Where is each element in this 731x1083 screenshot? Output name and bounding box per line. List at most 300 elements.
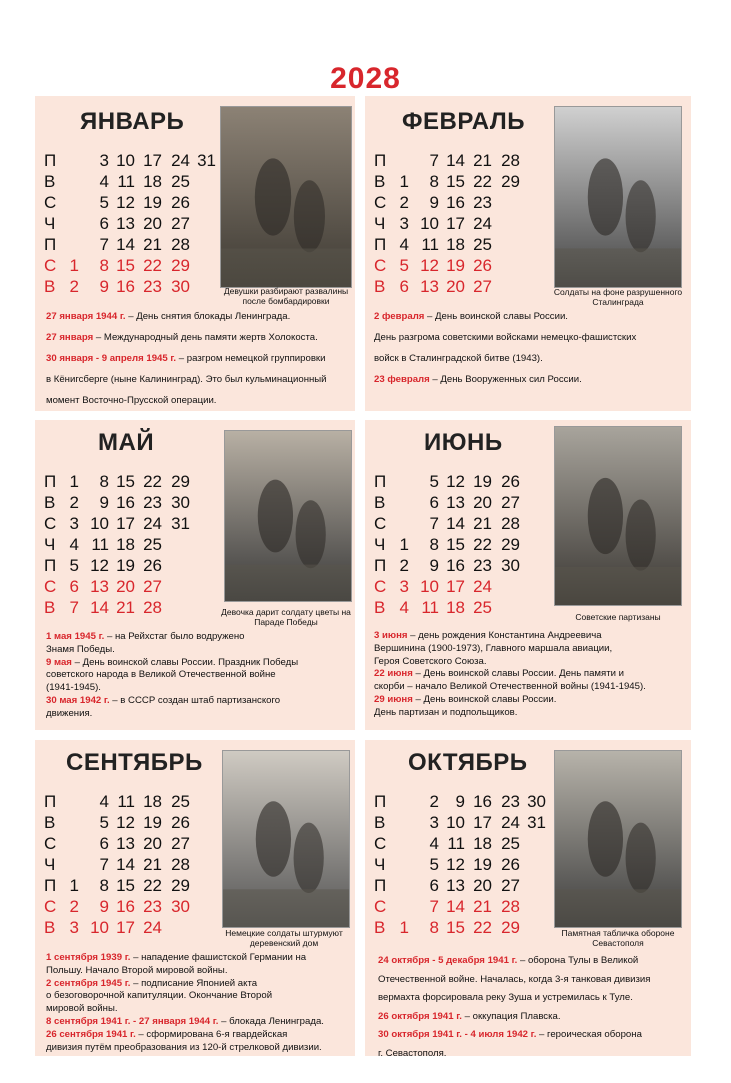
day-number: 2 <box>69 277 79 296</box>
note-date: 26 сентября 1941 г. <box>46 1028 136 1040</box>
day-number: 14 <box>446 897 465 916</box>
day-number: 10 <box>90 918 109 937</box>
week-row <box>44 812 224 833</box>
day-number: 16 <box>446 193 465 212</box>
day-number: 15 <box>446 535 465 554</box>
week-row <box>374 875 554 896</box>
day-number: 19 <box>473 855 492 874</box>
day-number: 27 <box>171 214 190 233</box>
note-date: 23 февраля <box>374 374 430 385</box>
day-letter: Ч <box>44 855 56 874</box>
holiday-notes <box>46 631 351 721</box>
photo-caption: Солдаты на фоне разрушенного Сталинграда <box>553 287 683 307</box>
note-text: – подписание Японией акта <box>130 977 258 989</box>
day-number: 3 <box>69 918 79 937</box>
week-row <box>374 917 554 938</box>
note-text: – разгром немецкой группировки <box>176 353 326 364</box>
photo-caption: Девушки разбирают развалины после бомбардировки <box>223 286 349 306</box>
note-line <box>374 707 684 720</box>
day-number: 10 <box>116 151 135 170</box>
day-letter: В <box>44 172 56 191</box>
week-row <box>44 875 224 896</box>
day-number: 12 <box>446 855 465 874</box>
note-text: г. Севастополя. <box>378 1047 447 1059</box>
note-line <box>374 327 684 348</box>
week-row <box>374 471 554 492</box>
day-number: 29 <box>171 256 190 275</box>
day-number: 24 <box>473 577 492 596</box>
day-number: 20 <box>143 834 162 853</box>
day-number: 22 <box>473 535 492 554</box>
day-number: 3 <box>69 514 79 533</box>
day-number: 9 <box>429 556 439 575</box>
day-number: 3 <box>399 577 409 596</box>
note-line <box>374 630 684 643</box>
day-number: 23 <box>143 277 162 296</box>
day-letter: С <box>374 897 387 916</box>
note-date: 29 июня <box>374 693 413 705</box>
holiday-notes <box>46 306 351 411</box>
day-number: 18 <box>143 172 162 191</box>
note-date: 22 июня <box>374 668 413 680</box>
day-letter: В <box>44 813 56 832</box>
day-letter: П <box>374 472 387 491</box>
day-number: 11 <box>117 172 135 191</box>
day-number: 4 <box>69 535 79 554</box>
note-text: Вершинина (1900-1973), Главного маршала авиации, <box>374 642 613 654</box>
day-number: 2 <box>69 493 79 512</box>
day-number: 23 <box>473 193 492 212</box>
day-number: 14 <box>446 151 465 170</box>
note-line <box>374 681 684 694</box>
day-number: 15 <box>116 876 135 895</box>
note-date: 26 октября 1941 г. <box>378 1010 462 1022</box>
day-number: 10 <box>90 514 109 533</box>
day-number: 5 <box>429 472 439 491</box>
note-text: – на Рейхстаг было водружено <box>104 631 245 642</box>
day-number: 1 <box>399 172 409 191</box>
week-row <box>44 513 224 534</box>
day-number: 13 <box>420 277 439 296</box>
note-text: Отечественной войне. Началась, когда 3-я танковая дивизия <box>378 973 651 985</box>
note-date: 30 мая 1942 г. <box>46 694 110 706</box>
day-number: 13 <box>116 214 135 233</box>
day-number: 8 <box>429 535 439 554</box>
week-row <box>374 833 554 854</box>
day-number: 29 <box>501 172 520 191</box>
day-number: 2 <box>399 193 409 212</box>
day-letter: С <box>44 256 57 275</box>
note-text: – День воинской славы России. Праздник Победы <box>71 656 299 668</box>
day-number: 20 <box>473 876 492 895</box>
day-number: 12 <box>446 472 465 491</box>
day-number: 14 <box>446 514 465 533</box>
day-number: 16 <box>116 277 135 296</box>
day-number: 16 <box>473 792 492 811</box>
note-text: – день рождения Константина Андреевича <box>407 630 602 641</box>
note-line <box>46 708 351 721</box>
day-number: 21 <box>473 151 492 170</box>
historical-photo <box>222 750 350 928</box>
week-row <box>374 576 554 597</box>
note-line <box>46 644 351 657</box>
note-text: – День воинской славы России. <box>424 311 568 322</box>
day-number: 18 <box>473 834 492 853</box>
note-line <box>46 1003 351 1016</box>
day-number: 25 <box>143 535 162 554</box>
month-title: СЕНТЯБРЬ <box>66 749 203 776</box>
week-row <box>44 833 224 854</box>
note-text: – в СССР создан штаб партизанского <box>109 694 281 706</box>
week-row <box>44 597 224 618</box>
note-date: 30 октября 1941 г. - 4 июля 1942 г. <box>378 1029 537 1040</box>
note-date: 9 мая <box>46 656 72 668</box>
note-date: 27 января 1944 г. <box>46 311 126 322</box>
day-letter: П <box>44 472 57 491</box>
week-row <box>374 150 554 171</box>
week-row <box>44 896 224 917</box>
week-row <box>44 276 224 297</box>
week-row <box>44 150 224 171</box>
day-number: 3 <box>429 813 439 832</box>
day-number: 17 <box>473 813 492 832</box>
day-number: 8 <box>429 172 439 191</box>
day-number: 29 <box>171 876 190 895</box>
day-number: 30 <box>171 493 190 512</box>
day-number: 2 <box>429 792 439 811</box>
note-line <box>46 1029 351 1042</box>
day-number: 29 <box>501 535 520 554</box>
day-number: 19 <box>143 193 162 212</box>
day-number: 20 <box>143 214 162 233</box>
day-number: 6 <box>99 834 109 853</box>
note-date: 30 января - 9 апреля 1945 г. <box>46 353 177 364</box>
month-title: ФЕВРАЛЬ <box>402 108 525 135</box>
day-number: 13 <box>446 876 465 895</box>
note-date: 3 июня <box>374 630 408 641</box>
note-line <box>46 978 351 991</box>
day-number: 25 <box>473 235 492 254</box>
day-letter: В <box>374 493 386 512</box>
day-letter: С <box>374 256 387 275</box>
day-number: 27 <box>143 577 162 596</box>
day-number: 4 <box>399 598 409 617</box>
historical-photo <box>220 106 352 288</box>
note-text: – нападение фашистской Германии на <box>130 952 307 963</box>
day-number: 6 <box>429 876 439 895</box>
note-line <box>374 348 684 369</box>
day-number: 5 <box>69 556 79 575</box>
day-number: 21 <box>143 235 162 254</box>
note-line <box>46 1042 351 1055</box>
day-number: 19 <box>446 256 465 275</box>
note-date: 1 сентября 1939 г. <box>46 952 131 963</box>
holiday-notes <box>46 952 351 1054</box>
day-number: 16 <box>116 493 135 512</box>
day-number: 3 <box>399 214 409 233</box>
day-letter: С <box>44 834 57 853</box>
day-number: 4 <box>429 834 439 853</box>
day-letter: С <box>44 514 57 533</box>
day-number: 28 <box>143 598 162 617</box>
day-number: 17 <box>446 577 465 596</box>
week-row <box>374 555 554 576</box>
day-number: 10 <box>446 813 465 832</box>
day-number: 21 <box>473 897 492 916</box>
note-text: Героя Советского Союза. <box>374 655 487 667</box>
day-number: 26 <box>501 472 520 491</box>
month-grid <box>44 471 224 618</box>
day-number: 17 <box>116 918 135 937</box>
note-line <box>46 1016 351 1029</box>
day-number: 13 <box>116 834 135 853</box>
day-number: 15 <box>446 918 465 937</box>
day-number: 16 <box>446 556 465 575</box>
note-line <box>378 1026 688 1045</box>
day-number: 24 <box>473 214 492 233</box>
day-number: 2 <box>399 556 409 575</box>
day-letter: Ч <box>374 535 386 554</box>
note-date: 24 октября - 5 декабря 1941 г. <box>378 955 518 966</box>
day-number: 9 <box>99 493 109 512</box>
day-number: 26 <box>473 256 492 275</box>
day-number: 28 <box>171 855 190 874</box>
day-number: 11 <box>447 834 465 853</box>
day-number: 15 <box>116 256 135 275</box>
day-number: 2 <box>69 897 79 916</box>
day-number: 20 <box>446 277 465 296</box>
day-number: 28 <box>501 897 520 916</box>
day-number: 4 <box>399 235 409 254</box>
day-number: 30 <box>527 792 546 811</box>
day-letter: П <box>374 151 387 170</box>
day-number: 17 <box>116 514 135 533</box>
day-number: 28 <box>171 235 190 254</box>
historical-photo <box>224 430 352 602</box>
day-number: 27 <box>473 277 492 296</box>
note-text: Польшу. Начало Второй мировой войны. <box>46 964 228 976</box>
day-number: 19 <box>143 813 162 832</box>
note-line <box>46 369 351 390</box>
note-text: движения. <box>46 707 93 719</box>
note-line <box>378 1008 688 1027</box>
note-line <box>374 694 684 707</box>
week-row <box>374 213 554 234</box>
note-text: момент Восточно-Прусской операции. <box>46 395 217 406</box>
day-number: 31 <box>197 151 216 170</box>
day-number: 6 <box>99 214 109 233</box>
day-number: 5 <box>99 813 109 832</box>
day-number: 29 <box>501 918 520 937</box>
day-number: 18 <box>446 598 465 617</box>
day-letter: В <box>374 172 386 191</box>
day-number: 25 <box>473 598 492 617</box>
day-number: 24 <box>143 514 162 533</box>
day-number: 26 <box>171 193 190 212</box>
month-title: МАЙ <box>98 429 155 456</box>
note-text: в Кёнигсберге (ныне Калининград). Это был кульминационный <box>46 374 327 385</box>
day-number: 30 <box>501 556 520 575</box>
month-title: ЯНВАРЬ <box>80 108 185 135</box>
day-number: 10 <box>420 577 439 596</box>
day-number: 1 <box>399 535 409 554</box>
day-number: 28 <box>501 514 520 533</box>
day-letter: П <box>44 235 57 254</box>
day-number: 31 <box>171 514 190 533</box>
week-row <box>44 234 224 255</box>
day-letter: П <box>44 876 57 895</box>
note-text: – блокада Ленинграда. <box>218 1015 324 1027</box>
note-text: День разгрома советскими войсками немецко-фашистских <box>374 332 637 343</box>
day-number: 24 <box>501 813 520 832</box>
week-row <box>44 555 224 576</box>
note-line <box>46 657 351 670</box>
week-row <box>44 917 224 938</box>
day-number: 16 <box>116 897 135 916</box>
day-number: 4 <box>99 172 109 191</box>
day-number: 12 <box>90 556 109 575</box>
week-row <box>44 471 224 492</box>
day-number: 12 <box>116 813 135 832</box>
week-row <box>44 854 224 875</box>
note-line <box>46 682 351 695</box>
day-letter: П <box>374 792 387 811</box>
week-row <box>374 276 554 297</box>
month-grid <box>44 791 224 938</box>
day-number: 22 <box>143 876 162 895</box>
day-letter: С <box>374 577 387 596</box>
day-number: 23 <box>143 493 162 512</box>
day-number: 22 <box>473 918 492 937</box>
day-number: 14 <box>90 598 109 617</box>
month-grid <box>374 471 554 618</box>
day-number: 9 <box>99 897 109 916</box>
day-number: 23 <box>473 556 492 575</box>
photo-caption: Девочка дарит солдату цветы на Параде Победы <box>221 607 351 627</box>
week-row <box>374 234 554 255</box>
note-text: – День воинской славы России. День памяти и <box>412 668 624 680</box>
day-number: 8 <box>429 918 439 937</box>
note-date: 27 января <box>46 332 94 343</box>
week-row <box>374 896 554 917</box>
day-number: 3 <box>99 151 109 170</box>
note-line <box>378 1045 688 1064</box>
note-line <box>374 656 684 669</box>
note-line <box>46 348 351 369</box>
week-row <box>44 255 224 276</box>
note-line <box>46 695 351 708</box>
day-number: 5 <box>99 193 109 212</box>
day-number: 24 <box>171 151 190 170</box>
day-number: 5 <box>399 256 409 275</box>
day-letter: В <box>44 493 56 512</box>
month-title: ИЮНЬ <box>424 429 503 456</box>
holiday-notes <box>374 630 684 720</box>
day-number: 18 <box>446 235 465 254</box>
day-number: 1 <box>69 256 79 275</box>
day-number: 30 <box>171 277 190 296</box>
week-row <box>374 171 554 192</box>
day-number: 12 <box>116 193 135 212</box>
note-text: скорби – начало Великой Отечественной войны (1941-1945). <box>374 681 646 693</box>
day-number: 31 <box>527 813 546 832</box>
day-number: 17 <box>446 214 465 233</box>
note-text: – сформирована 6-я гвардейская <box>135 1028 288 1040</box>
day-number: 11 <box>421 235 439 254</box>
week-row <box>44 576 224 597</box>
note-date: 1 мая 1945 г. <box>46 631 105 642</box>
note-line <box>378 952 688 971</box>
day-letter: Ч <box>374 855 386 874</box>
day-number: 22 <box>143 256 162 275</box>
day-number: 15 <box>116 472 135 491</box>
day-letter: В <box>44 598 56 617</box>
month-grid <box>374 150 554 297</box>
day-letter: С <box>44 577 57 596</box>
day-number: 26 <box>501 855 520 874</box>
day-letter: В <box>374 918 386 937</box>
day-letter: Ч <box>44 214 56 233</box>
week-row <box>44 213 224 234</box>
day-number: 22 <box>473 172 492 191</box>
day-number: 24 <box>143 918 162 937</box>
day-number: 7 <box>429 514 439 533</box>
note-text: вермахта форсировала реку Зуша и устремилась к Туле. <box>378 992 633 1003</box>
month-grid <box>374 791 554 938</box>
day-letter: Ч <box>374 214 386 233</box>
day-number: 26 <box>143 556 162 575</box>
note-line <box>46 327 351 348</box>
day-letter: В <box>44 918 56 937</box>
day-number: 11 <box>91 535 109 554</box>
note-text: – Международный день памяти жертв Холокоста. <box>93 332 318 343</box>
note-line <box>46 669 351 682</box>
day-letter: В <box>374 277 386 296</box>
week-row <box>44 171 224 192</box>
day-number: 8 <box>99 256 109 275</box>
week-row <box>44 791 224 812</box>
day-number: 27 <box>501 876 520 895</box>
day-number: 22 <box>143 472 162 491</box>
day-number: 7 <box>429 151 439 170</box>
day-number: 25 <box>171 792 190 811</box>
note-line <box>378 971 688 990</box>
note-text: – День снятия блокады Ленинграда. <box>125 311 291 322</box>
day-letter: С <box>374 193 387 212</box>
day-number: 6 <box>429 493 439 512</box>
day-letter: В <box>374 813 386 832</box>
day-number: 7 <box>99 855 109 874</box>
month-grid <box>44 150 224 297</box>
note-date: 2 февраля <box>374 311 425 322</box>
day-number: 21 <box>143 855 162 874</box>
day-number: 1 <box>69 876 79 895</box>
day-number: 19 <box>473 472 492 491</box>
week-row <box>374 255 554 276</box>
day-number: 13 <box>90 577 109 596</box>
note-line <box>46 952 351 965</box>
day-number: 23 <box>143 897 162 916</box>
day-number: 9 <box>455 792 465 811</box>
day-number: 1 <box>69 472 79 491</box>
historical-photo <box>554 106 682 288</box>
photo-caption: Немецкие солдаты штурмуют деревенский дом <box>225 928 343 948</box>
day-number: 20 <box>473 493 492 512</box>
day-number: 14 <box>116 855 135 874</box>
holiday-notes <box>374 306 684 390</box>
week-row <box>374 812 554 833</box>
photo-caption: Советские партизаны <box>575 612 661 622</box>
